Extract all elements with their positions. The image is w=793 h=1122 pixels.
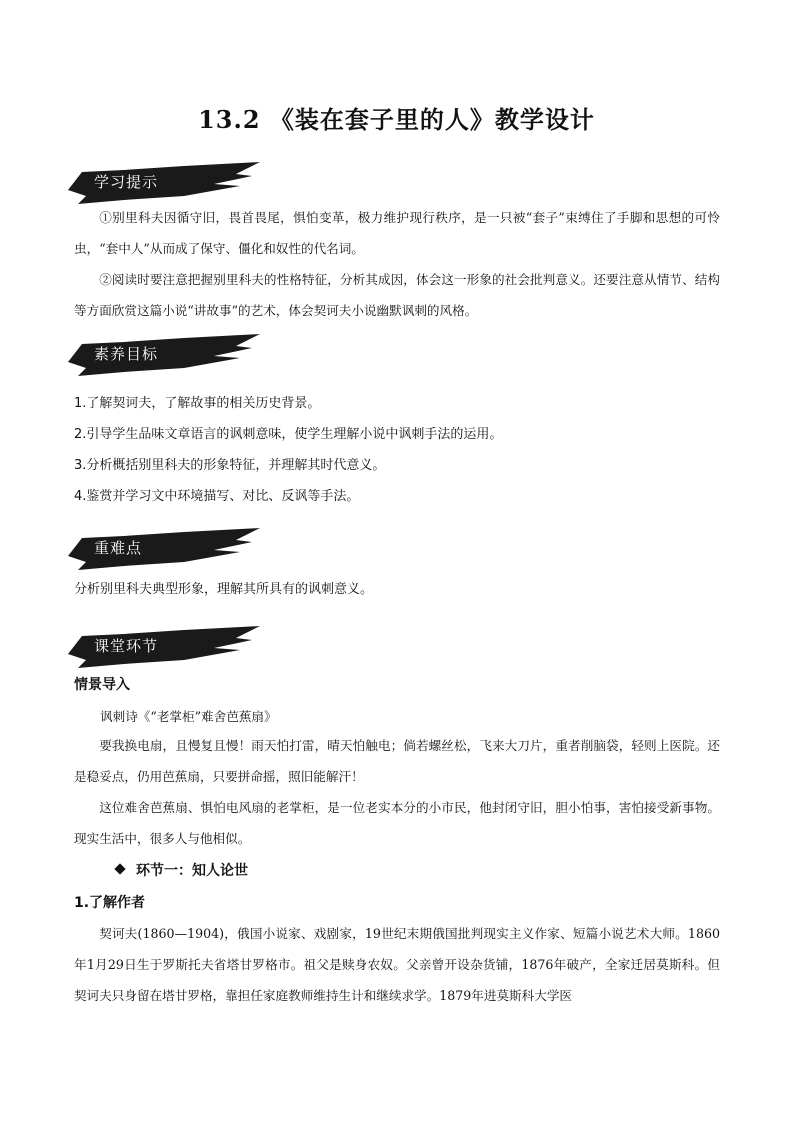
- goal-item-1: 1.了解契诃夫，了解故事的相关历史背景。: [74, 396, 321, 411]
- poem-title: 讽刺诗《“老掌柜”难舍芭蕉扇》: [100, 709, 277, 724]
- poem-paragraph: 要我换电扇，且慢复且慢！雨天怕打雷，晴天怕触电；倘若螺丝松，飞来大刀片，重者削脑袋，轻则上医院。还是稳妥点，仍用芭蕉扇，只要拼命摇，照旧能解汗！: [74, 738, 720, 784]
- tips-paragraph-1: ①别里科夫因循守旧，畏首畏尾，惧怕变革，极力维护现行秩序，是一只被“套子”束缚住了手脚和思想的可怜虫，“套中人”从而成了保守、僵化和奴性的代名词。: [74, 210, 720, 256]
- goal-item-4: 4.鉴赏并学习文中环境描写、对比、反讽等手法。: [74, 489, 360, 504]
- goal-item-3: 3.分析概括别里科夫的形象特征，并理解其时代意义。: [74, 458, 386, 473]
- section-title-goals: 素养目标: [94, 345, 159, 363]
- section-title-key: 重难点: [94, 539, 143, 557]
- section-title-tips: 学习提示: [94, 173, 159, 191]
- section-title-class: 课堂环节: [94, 637, 159, 655]
- author-heading: 1.了解作者: [74, 895, 146, 911]
- tips-paragraph-2: ②阅读时要注意把握别里科夫的性格特征，分析其成因，体会这一形象的社会批判意义。还要注意从情节、结构等方面欣赏这篇小说“讲故事”的艺术，体会契诃夫小说幽默讽刺的风格。: [74, 272, 720, 318]
- section-banner-key: [64, 526, 264, 572]
- diamond-bullet-icon: [114, 863, 125, 874]
- step-one-heading: [116, 860, 248, 880]
- section-banner-tips: [64, 160, 264, 206]
- author-paragraph: 契诃夫(1860—1904)，俄国小说家、戏剧家，19世纪末期俄国批判现实主义作家、短篇小说艺术大师。1860年1月29日生于罗斯托夫省塔甘罗格市。祖父是赎身农奴。父亲曾开设杂货铺，1876年破产，全家迁居莫斯科。但契诃夫只身留在塔甘罗格，靠担任家庭教师维持生计和继续求学。1879年进莫斯科大学医: [74, 926, 720, 1003]
- section-banner-class: [64, 624, 264, 670]
- key-point-text: 分析别里科夫典型形象，理解其所具有的讽刺意义。: [74, 582, 374, 597]
- intro-paragraph: 这位难舍芭蕉扇、惧怕电风扇的老掌柜，是一位老实本分的小市民，他封闭守旧，胆小怕事，害怕接受新事物。现实生活中，很多人与他相似。: [74, 800, 720, 846]
- step-one-label: 环节一：知人论世: [136, 863, 248, 879]
- section-banner-goals: [64, 332, 264, 378]
- page-title: 13.2 《装在套子里的人》教学设计: [198, 105, 595, 134]
- intro-heading: 情景导入: [74, 677, 130, 693]
- goal-item-2: 2.引导学生品味文章语言的讽刺意味，使学生理解小说中讽刺手法的运用。: [74, 427, 503, 442]
